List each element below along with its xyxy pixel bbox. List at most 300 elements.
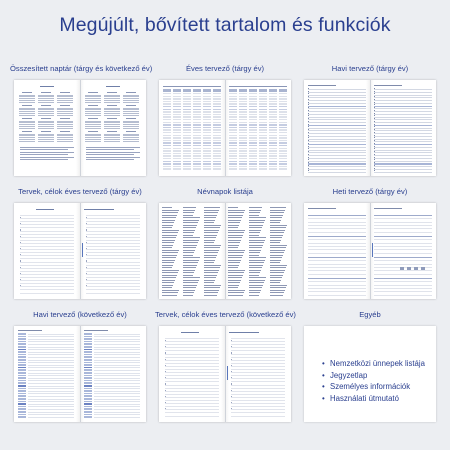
page-texture <box>183 168 191 169</box>
page-texture <box>94 404 140 405</box>
page-texture <box>259 161 267 162</box>
page-texture <box>183 103 191 104</box>
page-texture <box>231 388 285 389</box>
page-texture <box>181 332 199 333</box>
page-texture <box>231 408 232 409</box>
page-texture <box>269 132 277 133</box>
page-texture <box>270 242 280 243</box>
page-texture <box>308 295 366 296</box>
page-texture <box>249 111 257 112</box>
page-texture <box>228 252 244 253</box>
page-texture <box>249 101 257 102</box>
page-texture <box>173 135 181 136</box>
page-texture <box>94 409 140 410</box>
panel-caption: Havi tervező (tárgy év) <box>331 64 409 73</box>
page-texture <box>239 132 247 133</box>
page-texture <box>20 280 74 281</box>
page-texture <box>84 390 92 392</box>
page-texture <box>84 349 92 351</box>
page-texture <box>38 141 54 142</box>
page-texture <box>20 274 74 275</box>
page-texture <box>162 245 173 246</box>
page-texture <box>162 255 177 256</box>
page-texture <box>104 102 120 103</box>
page-texture <box>28 357 74 358</box>
list-item: • Személyes információk <box>322 382 411 391</box>
page-texture <box>269 89 277 92</box>
book-spine <box>370 80 371 176</box>
page-texture <box>193 148 201 149</box>
planner-page <box>14 80 80 176</box>
page-texture <box>204 220 215 221</box>
page-texture <box>107 92 117 93</box>
page-texture <box>270 217 282 218</box>
page-texture <box>183 155 191 156</box>
page-texture <box>183 260 199 261</box>
page-texture <box>193 140 201 141</box>
page-texture <box>374 253 432 254</box>
page-texture <box>22 92 32 93</box>
other-box <box>304 326 436 422</box>
page-texture <box>85 115 101 116</box>
page-texture <box>269 168 277 169</box>
page-texture <box>94 383 140 384</box>
page-texture <box>229 168 237 169</box>
planner-page <box>80 326 146 422</box>
page-texture <box>165 385 219 386</box>
page-texture <box>239 129 247 130</box>
page-texture <box>183 250 195 251</box>
page-texture <box>20 229 21 230</box>
page-texture <box>308 274 366 275</box>
page-texture <box>269 142 277 143</box>
page-texture <box>19 98 35 99</box>
page-texture <box>173 116 181 117</box>
page-texture <box>239 148 247 149</box>
page-texture <box>94 341 140 342</box>
page-texture <box>183 255 193 256</box>
page-texture <box>203 89 211 92</box>
page-texture <box>28 393 74 394</box>
page-texture <box>249 282 264 283</box>
page-texture <box>229 119 237 120</box>
page-texture <box>279 106 287 107</box>
page-texture <box>308 111 366 112</box>
page-texture <box>183 145 191 146</box>
page-texture <box>213 103 221 104</box>
page-texture <box>228 222 240 223</box>
page-texture <box>231 352 232 353</box>
page-texture <box>165 372 219 373</box>
page-texture <box>374 243 432 244</box>
panel-caption: Éves tervező (tárgy év) <box>185 64 265 73</box>
page-texture <box>270 240 281 241</box>
page-texture <box>86 249 140 250</box>
page-texture <box>28 383 74 384</box>
page-texture <box>86 152 140 153</box>
page-texture <box>162 237 176 238</box>
page-texture <box>279 132 287 133</box>
page-texture <box>86 254 87 255</box>
planner-page <box>159 203 225 299</box>
page-texture <box>86 255 140 256</box>
page-texture <box>249 250 261 251</box>
page-texture <box>249 89 257 92</box>
page-texture <box>270 222 280 223</box>
page-texture <box>183 135 191 136</box>
page-texture <box>204 235 217 236</box>
page-texture <box>165 383 166 384</box>
page-texture <box>163 96 171 97</box>
page-texture <box>165 396 166 397</box>
page-texture <box>84 343 92 345</box>
page-texture <box>163 86 221 87</box>
page-texture <box>239 109 247 110</box>
page-texture <box>259 137 267 138</box>
page-texture <box>374 225 432 226</box>
page-texture <box>104 108 120 109</box>
page-texture <box>162 215 177 216</box>
page-texture <box>204 280 215 281</box>
page-texture <box>165 344 219 345</box>
panel-monthly-planner-next <box>10 310 150 423</box>
page-texture <box>57 141 73 142</box>
page-texture <box>213 163 221 164</box>
page-texture <box>259 124 267 125</box>
page-texture <box>18 406 26 408</box>
panel-monthly-planner <box>300 64 440 177</box>
page-texture <box>165 403 219 404</box>
page-texture <box>126 131 136 132</box>
page-texture <box>279 153 287 154</box>
page-texture <box>249 240 265 241</box>
page-texture <box>173 122 181 123</box>
page-texture <box>269 127 277 128</box>
page-texture <box>269 101 277 102</box>
page-texture <box>84 330 108 331</box>
page-texture <box>123 137 139 138</box>
page-texture <box>19 128 35 129</box>
page-texture <box>38 135 54 136</box>
page-texture <box>279 148 287 149</box>
page-texture <box>20 218 74 219</box>
page-texture <box>270 267 286 268</box>
page-texture <box>249 155 257 156</box>
page-texture <box>249 103 257 104</box>
page-texture <box>228 277 242 278</box>
page-texture <box>94 388 140 389</box>
page-texture <box>173 103 181 104</box>
page-texture <box>229 106 237 107</box>
page-texture <box>203 103 211 104</box>
page-texture <box>94 357 140 358</box>
page-texture <box>249 247 262 248</box>
page-texture <box>193 135 201 136</box>
page-texture <box>203 127 211 128</box>
page-texture <box>231 365 232 366</box>
page-texture <box>308 110 309 111</box>
page-texture <box>249 230 261 231</box>
page-texture <box>104 111 120 112</box>
page-texture <box>86 243 140 244</box>
page-texture <box>279 163 287 164</box>
page-texture <box>374 260 432 261</box>
page-texture <box>163 129 171 130</box>
page-texture <box>308 270 366 271</box>
page-texture <box>231 400 285 401</box>
page-texture <box>400 267 404 270</box>
page-texture <box>374 169 432 170</box>
page-texture <box>229 158 237 159</box>
page-texture <box>18 408 26 410</box>
page-texture <box>270 250 285 251</box>
page-texture <box>183 262 198 263</box>
page-texture <box>279 124 287 125</box>
planner-page <box>304 203 370 299</box>
page-texture <box>85 96 101 97</box>
page-texture <box>229 89 237 92</box>
page-texture <box>104 95 120 96</box>
page-texture <box>163 161 171 162</box>
page-texture <box>374 95 432 96</box>
page-texture <box>259 153 267 154</box>
page-texture <box>374 126 375 127</box>
page-texture <box>229 122 237 123</box>
page-texture <box>123 124 139 125</box>
page-texture <box>249 265 263 266</box>
page-texture <box>18 395 26 397</box>
page-texture <box>86 242 87 243</box>
page-texture <box>239 114 247 115</box>
page-texture <box>259 140 267 141</box>
page-texture <box>165 390 166 391</box>
page-texture <box>279 129 287 130</box>
page-texture <box>104 134 120 135</box>
page-texture <box>374 91 375 92</box>
page-texture <box>173 111 181 112</box>
page-texture <box>204 257 216 258</box>
planner-preview <box>159 203 291 299</box>
page-texture <box>204 210 219 211</box>
book-spine <box>80 326 81 422</box>
page-texture <box>20 268 74 269</box>
page-texture <box>88 131 98 132</box>
page-texture <box>165 346 166 347</box>
page-texture <box>308 136 366 137</box>
page-texture <box>193 119 201 120</box>
page-texture <box>86 252 140 253</box>
page-texture <box>193 96 201 97</box>
page-texture <box>28 367 74 368</box>
page-texture <box>20 224 74 225</box>
page-texture <box>308 117 366 118</box>
page-texture <box>308 155 366 156</box>
page-texture <box>249 127 257 128</box>
page-texture <box>269 163 277 164</box>
page-texture <box>239 122 247 123</box>
page-texture <box>183 245 197 246</box>
page-texture <box>86 293 140 294</box>
page-texture <box>20 217 21 218</box>
page-texture <box>270 230 285 231</box>
page-texture <box>94 339 140 340</box>
page-texture <box>20 277 74 278</box>
page-texture <box>279 135 287 136</box>
page-texture <box>231 340 232 341</box>
page-texture <box>259 96 267 97</box>
planner-preview <box>14 326 146 422</box>
page-texture <box>163 148 171 149</box>
page-texture <box>249 210 261 211</box>
page-texture <box>183 153 191 154</box>
page-texture <box>86 215 140 216</box>
page-texture <box>231 406 285 407</box>
page-texture <box>94 393 140 394</box>
page-texture <box>204 292 218 293</box>
page-texture <box>162 275 177 276</box>
page-texture <box>269 106 277 107</box>
page-texture <box>94 386 140 387</box>
page-texture <box>183 290 195 291</box>
page-texture <box>162 267 172 268</box>
page-texture <box>239 89 247 92</box>
page-texture <box>84 403 92 405</box>
page-texture <box>270 237 282 238</box>
page-texture <box>18 372 26 374</box>
page-texture <box>104 100 120 101</box>
page-texture <box>239 145 247 146</box>
page-texture <box>374 155 432 156</box>
page-texture <box>279 109 287 110</box>
page-texture <box>183 163 191 164</box>
page-texture <box>308 128 366 129</box>
page-texture <box>163 124 171 125</box>
page-texture <box>374 146 375 147</box>
page-texture <box>41 118 51 119</box>
page-texture <box>19 122 35 123</box>
page-texture <box>229 129 237 130</box>
page-texture <box>84 341 92 343</box>
page-texture <box>28 409 74 410</box>
page-texture <box>204 272 218 273</box>
page-texture <box>229 116 237 117</box>
page-texture <box>183 292 194 293</box>
page-texture <box>374 162 375 163</box>
page-texture <box>249 106 257 107</box>
page-texture <box>213 127 221 128</box>
page-texture <box>249 142 257 143</box>
page-texture <box>163 103 171 104</box>
page-texture <box>86 157 140 158</box>
page-texture <box>162 290 179 291</box>
page-texture <box>228 272 244 273</box>
page-texture <box>20 242 21 243</box>
page-texture <box>183 210 195 211</box>
page-texture <box>28 370 74 371</box>
page-texture <box>20 223 21 224</box>
page-texture <box>213 153 221 154</box>
planner-page <box>225 203 291 299</box>
page-texture <box>20 221 74 222</box>
page-texture <box>374 170 375 171</box>
other-list <box>322 358 425 404</box>
page-texture <box>104 135 120 136</box>
page-texture <box>374 281 432 282</box>
page-texture <box>231 363 285 364</box>
page-texture <box>20 258 74 259</box>
page-texture <box>228 265 239 266</box>
page-texture <box>162 230 179 231</box>
page-texture <box>84 338 92 340</box>
page-texture <box>374 96 375 97</box>
page-texture <box>20 154 68 155</box>
page-texture <box>104 137 120 138</box>
page-texture <box>249 116 257 117</box>
page-texture <box>183 282 198 283</box>
page-texture <box>86 149 134 150</box>
planner-preview <box>14 203 146 299</box>
page-texture <box>374 106 432 107</box>
page-texture <box>204 282 214 283</box>
page-texture <box>28 362 74 363</box>
page-texture <box>213 98 221 99</box>
page-texture <box>84 367 92 369</box>
page-texture <box>269 166 277 167</box>
page-texture <box>249 272 260 273</box>
book-spine <box>225 80 226 176</box>
page-texture <box>19 102 35 103</box>
page-texture <box>374 150 432 151</box>
page-texture <box>374 249 432 250</box>
page-texture <box>269 116 277 117</box>
page-texture <box>193 145 201 146</box>
page-texture <box>213 106 221 107</box>
page-texture <box>183 220 199 221</box>
page-texture <box>28 339 74 340</box>
page-texture <box>104 109 120 110</box>
page-texture <box>308 154 309 155</box>
page-texture <box>374 264 432 265</box>
page-texture <box>28 334 74 335</box>
list-item: • Használati útmutató <box>322 393 399 403</box>
page-texture <box>229 127 237 128</box>
page-texture <box>163 101 171 102</box>
page-texture <box>204 265 221 266</box>
page-texture <box>308 137 309 138</box>
page-texture <box>22 118 32 119</box>
page-texture <box>86 223 87 224</box>
page-texture <box>162 212 178 213</box>
page-texture <box>19 124 35 125</box>
page-texture <box>183 129 191 130</box>
page-texture <box>165 394 219 395</box>
page-texture <box>374 228 432 229</box>
page-texture <box>279 98 287 99</box>
page-texture <box>203 111 211 112</box>
page-texture <box>162 242 174 243</box>
page-texture <box>18 385 26 387</box>
page-texture <box>249 207 262 208</box>
page-texture <box>86 248 87 249</box>
page-texture <box>18 343 26 345</box>
page-texture <box>308 93 309 94</box>
page-texture <box>249 132 257 133</box>
page-texture <box>193 137 201 138</box>
page-texture <box>183 109 191 110</box>
planner-page <box>304 80 370 176</box>
page-texture <box>203 119 211 120</box>
page-texture <box>308 159 309 160</box>
